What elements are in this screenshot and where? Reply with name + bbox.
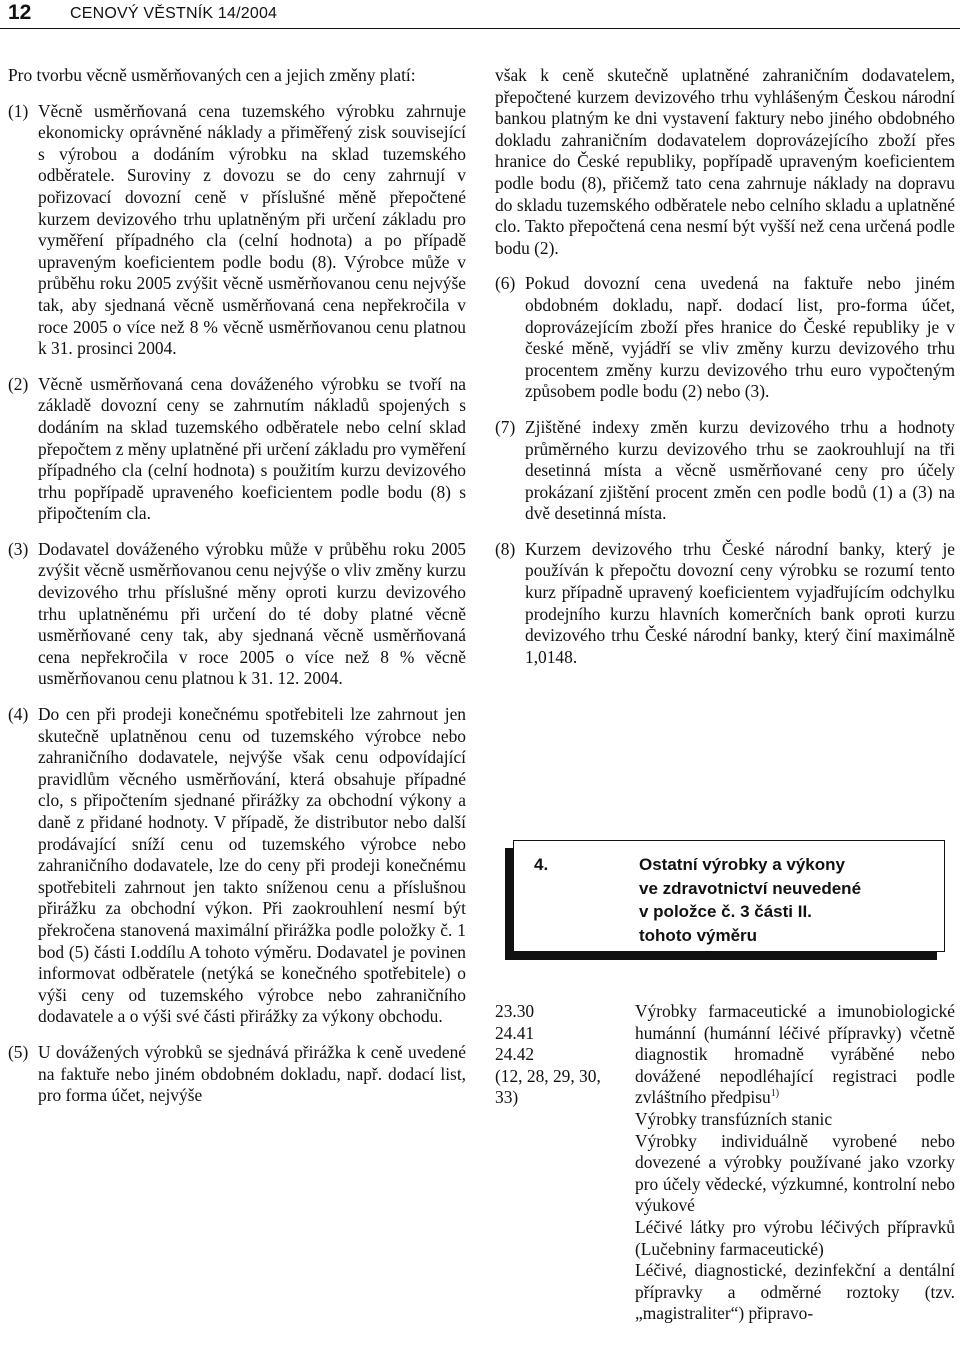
item-text: Věcně usměrňovaná cena tuzemského výrobku zahrnuje ekonomicky oprávněné náklady a přiměřený zisk související s výrobou a dodáním výrobku na sklad tuzemského odběratele. Suroviny z dovozu se do ceny zahrnují v pořizovací dovozní ceně v příslušné měně přepočtené kurzem devizového trhu uplatněným při určení základu pro vyměření případného cla (celní hodnota) a po případě upraveným koeficientem podle bodu (8). Výrobce může v průběhu roku 2005 zvýšit věcně usměrňovanou cenu nejvýše tak, aby sjednaná věcně usměrňovaná cena nepřekročila v roce 2005 o více než 8 % věcně usměrňovanou cenu platnou k 31. prosinci 2004.: [38, 100, 466, 359]
left-column: [8, 65, 466, 1121]
continuation-paragraph: však k ceně skutečně uplatněné zahraničním dodavatelem, přepočtené kurzem devizového trhu vyhlášeným Českou národní bankou platným ke dni vystavení faktury nebo jiného obdobného dokladu zahraničním dodavatelem doprovázejícího zboží přes hranice do České republiky, popřípadě upraveným koeficientem podle bodu (8), přičemž tato cena zahrnuje náklady na dopravu do skladu tuzemského odběratele nebo celního skladu a uplatněné clo. Takto přepočtená cena nesmí být vyšší než cena určená podle bodu (2).: [495, 65, 955, 258]
code-line: 24.41: [495, 1022, 535, 1043]
description-entry: Léčivé, diagnostické, dezinfekční a dentální přípravky a odměrné roztoky (tzv. „magistraliter“) připravo-: [635, 1260, 955, 1324]
item-text: Věcně usměrňovaná cena dováženého výrobku se tvoří na základě dovozní ceny se zahrnutím nákladů spojených s dodáním na sklad tuzemského odběratele nebo celní sklad přepočtem z měny uplatněné při určení základu pro vyměření případného cla (celní hodnota) s použitím kurzu devizového trhu popřípadě upraveného koeficientem podle bodu (8) s připočtením cla.: [38, 373, 466, 524]
page-number: 12: [8, 1, 32, 24]
intro-paragraph: Pro tvorbu věcně usměrňovaných cen a jejich změny platí:: [8, 65, 416, 85]
section-title-line: Ostatní výrobky a výkony: [639, 855, 845, 874]
code-line: 33): [495, 1087, 519, 1108]
section-title-line: v položce č. 3 části II.: [639, 902, 812, 921]
code-line: 24.42: [495, 1044, 535, 1065]
code-line: 23.30: [495, 1001, 535, 1021]
list-item-4: [8, 704, 466, 1028]
description-entry: Výrobky individuálně vyrobené nebo dovezené a výrobky používané jako vzorky pro účely vědecké, výzkumné, kontrolní nebo výukové: [635, 1130, 955, 1216]
section-heading-box: [505, 840, 945, 962]
item-text: Pokud dovozní cena uvedená na faktuře nebo jiném obdobném dokladu, např. dodací list, pro-forma účet, doprovázejícím zboží přes hranice do České republiky je v české měně, vyjádří se vliv změny kurzu devizového trhu procentem změny kurzu devizového trhu euro vypočteným způsobem podle bodu (2) nebo (3).: [525, 273, 955, 402]
item-text: Dodavatel dováženého výrobku může v průběhu roku 2005 zvýšit věcně usměrňovanou cenu nejvýše o vliv změny kurzu devizového trhu příslušné měny oproti kurzu devizového trhu uplatněnému při určení do té doby platné věcně usměrňované ceny tak, aby sjednaná věcně usměrňovaná cena nepřekročila v roce 2005 o více než 8 % věcně usměrňovanou cenu platnou k 31. 12. 2004.: [38, 538, 466, 689]
section-box-panel: [513, 840, 945, 952]
description-text: Výrobky farmaceutické a imunobiologické humánní (humánní léčivé přípravky) včetně diagnostik hromadně vyráběné nebo dovážené nepodléhající registraci podle zvláštního předpisu: [635, 1001, 955, 1108]
section-number: 4.: [534, 855, 549, 874]
section-title-line: tohoto výměru: [639, 925, 758, 945]
item-text: Do cen při prodeji konečnému spotřebiteli lze zahrnout jen skutečně uplatněnou cenu od tuzemského výrobce nebo zahraničního dodavatele, nejvýše však cenu odpovídající pravidlům věcného usměrňování, která obsahuje případné clo, s připočtením sjednané přirážky za obchodní výkony a daně z přidané hodnoty. V případě, že distributor nebo další prodávající sníží cenu od tuzemského výrobce nebo zahraničního dodavatele, lze do ceny při prodeji konečnému spotřebiteli zahrnout jen takto sníženou cenu a příslušnou přirážku za obchodní výkon. Při zaokrouhlení nesmí být překročena stanovená maximální přirážka podle položky č. 1 bod (5) části I.oddílu A tohoto výměru. Dodavatel je povinen informovat odběratele (netýká se konečného spotřebitele) o výši ceny od tuzemského výrobce nebo zahraničního dodavatele a o výši své části přirážky za výkony obchodu.: [38, 704, 466, 1027]
description-entry: Léčivé látky pro výrobu léčivých přípravků (Lučebniny farmaceutické): [635, 1216, 955, 1259]
list-item-7: [495, 417, 955, 525]
item-number: (5): [8, 1041, 29, 1062]
item-number: (3): [8, 538, 29, 559]
page-header: [0, 0, 960, 28]
item-number: (6): [495, 273, 516, 294]
description-entry: [635, 1001, 955, 1109]
product-descriptions: [635, 1001, 955, 1325]
classification-codes: [495, 1001, 625, 1109]
right-column: [495, 65, 955, 682]
running-title: CENOVÝ VĚSTNÍK 14/2004: [70, 5, 278, 22]
section-title-line: ve zdravotnictví neuvedené: [639, 878, 862, 898]
item-text: U dovážených výrobků se sjednává přirážka k ceně uvedené na faktuře nebo jiném obdobném dokladu, např. dodací list, pro forma účet, nejvýše: [38, 1041, 466, 1106]
list-item-1: [8, 101, 466, 360]
description-entry: Výrobky transfúzních stanic: [635, 1108, 833, 1129]
item-number: (7): [495, 416, 516, 437]
list-item-5: [8, 1042, 466, 1107]
list-item-3: [8, 539, 466, 690]
item-number: (4): [8, 704, 29, 725]
item-text: Zjištěné indexy změn kurzu devizového trhu a hodnoty průměrného kurzu devizového trhu se zaokrouhlují na tři desetinná místa a věcně usměrňované ceny pro účely prokázaní zjištění procent změn cen podle bodů (1) a (3) na dvě desetinná místa.: [525, 416, 955, 524]
list-item-8: [495, 539, 955, 669]
item-number: (8): [495, 538, 516, 559]
header-rule: [0, 28, 960, 29]
code-line: (12, 28, 29, 30,: [495, 1065, 601, 1086]
list-item-6: [495, 273, 955, 403]
section-title: [639, 853, 939, 947]
list-item-2: [8, 374, 466, 525]
footnote-marker: 1): [770, 1088, 780, 1100]
item-number: (2): [8, 373, 29, 394]
item-text: Kurzem devizového trhu České národní banky, který je používán k přepočtu dovozní ceny výrobku se rozumí tento kurz případně upravený koeficientem vyjadřujícím odchylku prodejního kurzu hlavních komerčních bank oproti kurzu devizového trhu České národní banky, který činí maximálně 1,0148.: [525, 538, 955, 667]
item-number: (1): [8, 100, 29, 121]
